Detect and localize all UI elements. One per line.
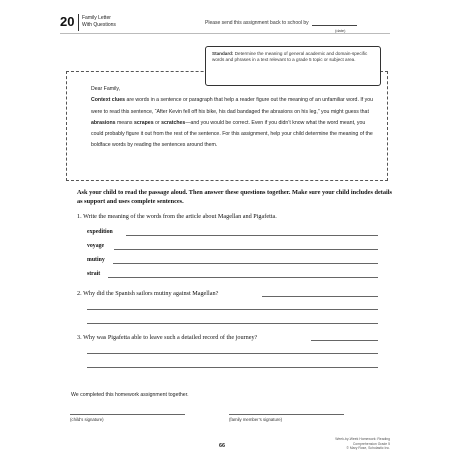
answer-line-q2-b[interactable] xyxy=(87,309,378,310)
family-signature-line[interactable] xyxy=(229,414,344,415)
header-rule xyxy=(60,33,390,34)
credit xyxy=(318,437,390,451)
letter-text: or xyxy=(153,119,162,126)
question-1-text: Write the meaning of the words from the article about Magellan and Pigafetta. xyxy=(83,213,277,220)
question-3-text: Why was Pigafetta able to leave such a detailed record of the journey? xyxy=(83,334,258,341)
lesson-label-line1: Family Letter xyxy=(82,15,111,21)
question-2-text: Why did the Spanish sailors mutiny against Magellan? xyxy=(83,290,219,297)
lesson-label xyxy=(82,15,116,28)
credit-line-2: © Mary Rose, Scholastic Inc. xyxy=(346,446,390,450)
letter-body xyxy=(91,95,376,151)
answer-line-q3-a[interactable] xyxy=(311,340,378,341)
date-blank[interactable] xyxy=(312,20,357,26)
answer-line-voyage[interactable] xyxy=(114,249,378,250)
send-back-note xyxy=(205,20,357,26)
answer-line-mutiny[interactable] xyxy=(113,263,378,264)
answer-line-expedition[interactable] xyxy=(126,235,378,236)
child-signature-label: (child’s signature) xyxy=(70,417,104,422)
question-1 xyxy=(77,213,277,220)
standard-label: Standard: xyxy=(212,51,234,56)
instructions: Ask your child to read the passage aloud. Then answer these questions together. Make sure your child includes details as support and uses complete sentences. xyxy=(77,189,392,205)
question-3-number: 3. xyxy=(77,334,82,341)
standard-box xyxy=(205,46,381,86)
letter-text: —and you would be correct. Even if you didn’t know what the word meant, you could probably figure it out from the rest of the sentence. For this assignment, help your child determine the meaning of the boldface words by reading the sentences around them. xyxy=(91,119,373,149)
letter-bold-term: scratches xyxy=(161,119,186,126)
family-signature-label: (family member’s signature) xyxy=(229,417,283,422)
answer-line-q2-a[interactable] xyxy=(262,296,378,297)
credit-line-1: Week-by-Week Homework: Reading Comprehension Grade 5 xyxy=(335,437,390,446)
completed-statement: We completed this homework assignment together. xyxy=(71,392,189,398)
question-2-number: 2. xyxy=(77,290,82,297)
vocab-word-mutiny: mutiny xyxy=(87,257,105,263)
letter-bold-term: scrapes xyxy=(133,119,154,126)
vocab-word-voyage: voyage xyxy=(87,243,105,249)
answer-line-q2-c[interactable] xyxy=(87,323,378,324)
answer-line-strait[interactable] xyxy=(108,277,378,278)
send-back-text: Please send this assignment back to school by xyxy=(205,20,309,26)
page-number: 66 xyxy=(219,443,226,449)
child-signature-line[interactable] xyxy=(70,414,185,415)
standard-text: Determine the meaning of general academic and domain-specific words and phrases in a text relevant to a grade 5 topic or subject area. xyxy=(212,51,368,63)
letter-greeting: Dear Family, xyxy=(91,86,121,92)
letter-bold-term: abrasions xyxy=(91,119,116,126)
header-divider xyxy=(78,14,79,31)
answer-line-q3-b[interactable] xyxy=(87,353,378,354)
question-3 xyxy=(77,334,257,341)
answer-line-q3-c[interactable] xyxy=(87,367,378,368)
letter-text: are words in a sentence or paragraph that help a reader figure out the meaning of an unfamiliar word. If you were to read this sentence, “After Kevin fell off his bike, his dad bandaged the abrasions on his leg,” you might guess that xyxy=(91,97,374,115)
date-label: (date) xyxy=(335,28,346,33)
vocab-word-strait: strait xyxy=(87,271,101,277)
question-2 xyxy=(77,290,218,297)
question-1-number: 1. xyxy=(77,213,82,220)
vocab-word-expedition: expedition xyxy=(87,229,113,235)
lesson-label-line2: With Questions xyxy=(82,21,116,28)
letter-bold-term: Context clues xyxy=(91,97,126,104)
lesson-number: 20 xyxy=(60,14,75,29)
family-letter xyxy=(91,84,376,152)
letter-text: means xyxy=(115,119,134,126)
